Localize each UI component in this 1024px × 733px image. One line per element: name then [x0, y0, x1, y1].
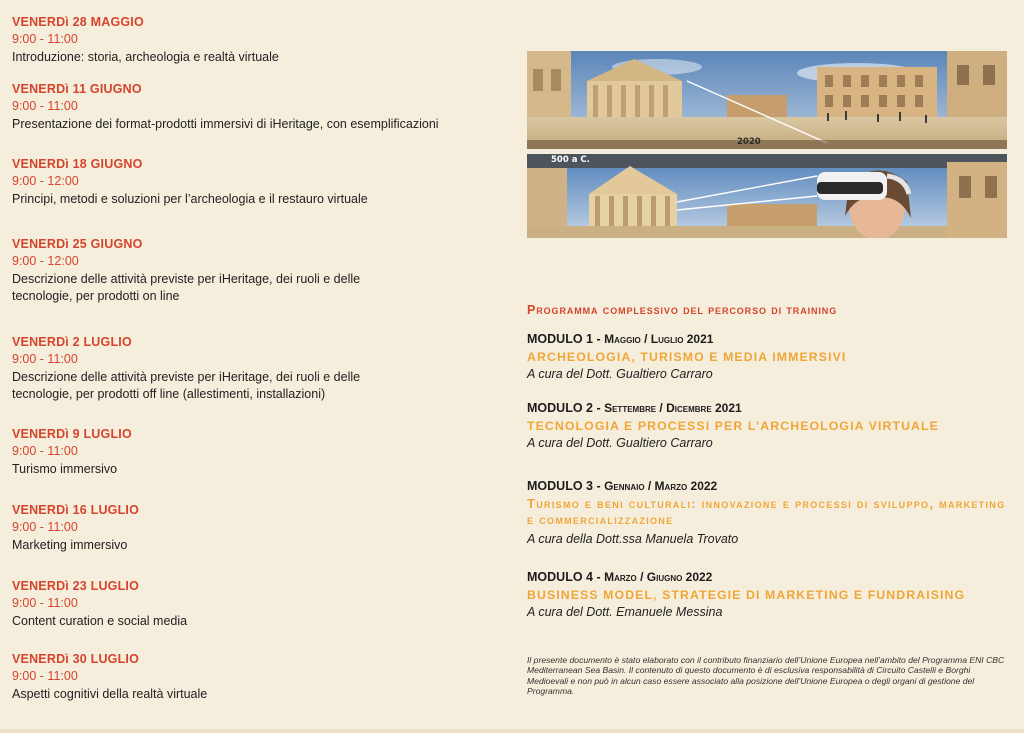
session-description: Content curation e social media — [12, 614, 188, 628]
session-5 — [12, 334, 392, 402]
module-curator: A cura del Dott. Emanuele Messina — [527, 605, 723, 619]
page-bottom-edge — [0, 729, 1024, 733]
session-day: VENERDì 28 MAGGIO — [12, 15, 144, 29]
session-time: 9:00 - 11:00 — [12, 669, 78, 683]
panorama-present-day-image — [527, 51, 1007, 149]
session-description: Marketing immersivo — [12, 538, 128, 552]
program-title: Programma complessivo del percorso di training — [527, 303, 838, 317]
eu-funding-disclaimer: Il presente documento è stato elaborato con il contributo finanziario dell’Unione Europea nell’ambito del Programma ENI CBC Mediterranean Sea Basin. Il contenuto di questo documento è di esclusiva responsabilità di Circuito Castelli e Borghi Medioevali e non può in alcun caso essere associato alla posizione dell’Unione Europea o degli organi di gestione del Programma. — [527, 655, 1005, 696]
session-description: Descrizione delle attività previste per iHeritage, dei ruoli e delle tecnologie, per prodotti off line (allestimenti, installazioni) — [12, 370, 361, 401]
session-time: 9:00 - 11:00 — [12, 444, 78, 458]
module-curator: A cura della Dott.ssa Manuela Trovato — [527, 532, 739, 546]
session-day: VENERDì 9 LUGLIO — [12, 427, 132, 441]
module-2 — [527, 400, 1007, 452]
module-heading — [527, 478, 1007, 494]
session-6 — [12, 426, 492, 478]
module-topic: BUSINESS MODEL, STRATEGIE DI MARKETING E FUNDRAISING — [527, 588, 966, 602]
module-curator: A cura del Dott. Gualtiero Carraro — [527, 367, 713, 381]
module-label: MODULO 1 - — [527, 332, 605, 346]
module-topic: TECNOLOGIA E PROCESSI PER L’ARCHEOLOGIA VIRTUALE — [527, 419, 939, 433]
session-description: Aspetti cognitivi della realtà virtuale — [12, 687, 208, 701]
session-description: Presentazione dei format-prodotti immersivi di iHeritage, con esemplificazioni — [12, 117, 439, 131]
module-dates: Gennaio / Marzo 2022 — [604, 479, 718, 493]
session-day: VENERDì 18 GIUGNO — [12, 157, 143, 171]
year-label-2020: 2020 — [737, 137, 761, 147]
session-description: Turismo immersivo — [12, 462, 118, 476]
session-day: VENERDì 2 LUGLIO — [12, 335, 132, 349]
session-3 — [12, 156, 492, 208]
module-dates: Settembre / Dicembre 2021 — [604, 401, 742, 415]
session-description: Descrizione delle attività previste per iHeritage, dei ruoli e delle tecnologie, per prodotti on line — [12, 272, 361, 303]
module-4 — [527, 569, 1007, 621]
module-1 — [527, 331, 1007, 383]
module-dates: Maggio / Luglio 2021 — [604, 332, 714, 346]
session-day: VENERDì 16 LUGLIO — [12, 503, 140, 517]
session-time: 9:00 - 11:00 — [12, 32, 78, 46]
module-dates: Marzo / Giugno 2022 — [604, 570, 713, 584]
session-time: 9:00 - 11:00 — [12, 520, 78, 534]
session-day: VENERDì 30 LUGLIO — [12, 652, 140, 666]
session-time: 9:00 - 12:00 — [12, 254, 79, 268]
session-time: 9:00 - 11:00 — [12, 596, 78, 610]
session-7 — [12, 502, 492, 554]
session-day: VENERDì 11 GIUGNO — [12, 82, 142, 96]
session-1 — [12, 14, 492, 66]
panorama-ancient-vr-image — [527, 154, 1007, 238]
module-3 — [527, 478, 1007, 548]
session-time: 9:00 - 11:00 — [12, 352, 78, 366]
session-time: 9:00 - 12:00 — [12, 174, 79, 188]
module-label: MODULO 2 - — [527, 401, 605, 415]
session-day: VENERDì 25 GIUGNO — [12, 237, 143, 251]
session-day: VENERDì 23 LUGLIO — [12, 579, 140, 593]
session-9 — [12, 651, 492, 703]
session-description: Introduzione: storia, archeologia e realtà virtuale — [12, 50, 279, 64]
session-4 — [12, 236, 392, 304]
module-topic: Turismo e beni culturali: innovazione e processi di sviluppo, marketing e commercializzazione — [527, 496, 1006, 527]
session-time: 9:00 - 11:00 — [12, 99, 78, 113]
module-curator: A cura del Dott. Gualtiero Carraro — [527, 436, 713, 450]
module-label: MODULO 3 - — [527, 479, 605, 493]
session-2 — [12, 81, 492, 133]
module-heading — [527, 331, 1007, 347]
session-8 — [12, 578, 492, 630]
module-heading — [527, 569, 1007, 585]
module-label: MODULO 4 - — [527, 570, 605, 584]
year-label-500-bc: 500 a C. — [551, 155, 590, 165]
module-topic: ARCHEOLOGIA, TURISMO E MEDIA IMMERSIVI — [527, 350, 847, 364]
module-heading — [527, 400, 1007, 416]
session-description: Principi, metodi e soluzioni per l’archeologia e il restauro virtuale — [12, 192, 368, 206]
